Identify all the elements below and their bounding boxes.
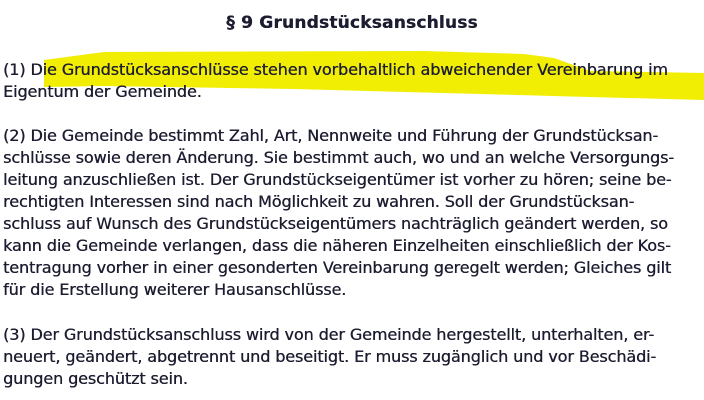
text-line [3, 191, 704, 213]
text-segment: gungen geschützt sein. [3, 369, 188, 388]
text-line [3, 235, 704, 257]
paragraph-3 [3, 324, 704, 390]
paragraph-1 [3, 59, 704, 103]
text-line [3, 147, 704, 169]
text-segment: (3) [3, 325, 31, 344]
text-segment: (2) Die Gemeinde bestimmt Zahl, Art, Nennweite und Führung der Grundstücksan- [3, 126, 659, 145]
highlighted-text-segment: Der Grundstücksanschluss wird von der Gemeinde hergestellt, [30, 325, 526, 344]
text-line [3, 59, 704, 81]
text-segment: tentragung vorher in einer gesonderten Vereinbarung geregelt werden; Gleiches gilt [3, 258, 672, 277]
text-segment: (1) Die [3, 60, 62, 79]
text-line [3, 125, 704, 147]
text-segment: schlüsse sowie deren Änderung. Sie bestimmt auch, wo und an welche Versorgungs- [3, 148, 674, 167]
text-line [3, 257, 704, 279]
text-segment: für die Erstellung weiterer Hausanschlüsse. [3, 280, 347, 299]
text-line [3, 279, 704, 301]
text-segment: kann die Gemeinde verlangen, dass die näheren Einzelheiten einschließlich der Kos- [3, 236, 671, 255]
text-segment: neuert, geändert, abgetrennt und beseitigt. Er muss zugänglich und vor Beschädi- [3, 347, 657, 366]
text-line [3, 213, 704, 235]
text-segment: schluss auf Wunsch des Grundstückseigentümers nachträglich geändert werden, so [3, 214, 668, 233]
text-segment: leitung anzuschließen ist. Der Grundstückseigentümer ist vorher zu hören; seine be- [3, 170, 672, 189]
text-line [3, 346, 704, 368]
text-segment: rechtigten Interessen sind nach Möglichkeit zu wahren. Soll der Grundstücksan- [3, 192, 635, 211]
text-line [3, 169, 704, 191]
text-line [3, 81, 704, 103]
highlighted-text-segment: Grundstücksanschlüsse stehen vorbehaltlich abweichender Vereinbarung im [61, 60, 668, 79]
paragraph-2 [3, 125, 704, 301]
section-heading: § 9 Grundstücksanschluss [226, 13, 478, 33]
text-segment: unterhalten, er- [525, 325, 655, 344]
highlighted-text-segment: Eigentum der Gemeinde. [3, 82, 202, 101]
text-line [3, 368, 704, 390]
text-line [3, 324, 704, 346]
